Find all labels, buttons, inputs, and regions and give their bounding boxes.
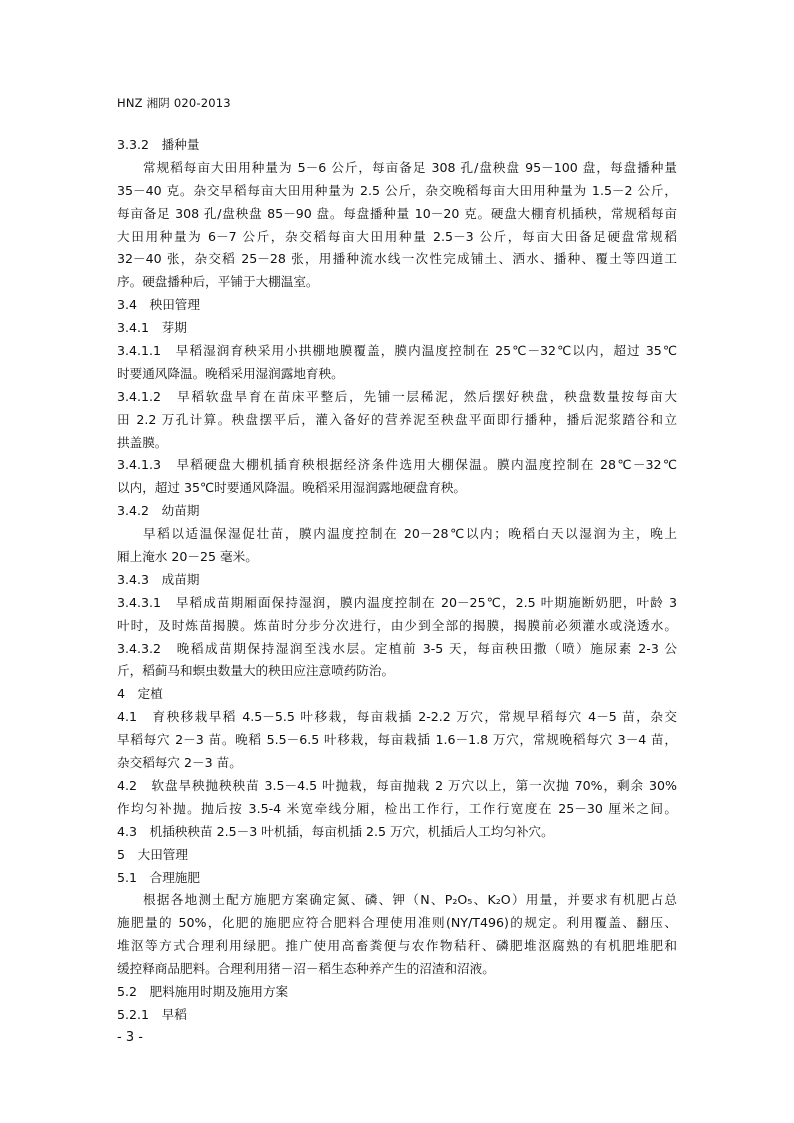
text-line: 叶时，及时炼苗揭膜。炼苗时分步分次进行，由少到全部的揭膜，揭膜前必须灌水或浇透水。 [117,617,677,633]
document-body [117,134,677,1027]
text-line: 3.4.1.2 早稻软盘旱育在苗床平整后，先铺一层稀泥，然后摆好秧盘，秧盘数量按每亩大 [117,388,677,404]
text-line: 以内，超过 35℃时要通风降温。晚稻采用湿润露地硬盘育秧。 [117,480,467,496]
text-line: 施肥量的 50%，化肥的施肥应符合肥料合理使用准则(NY/T496)的规定。利用覆盖、翻压、 [117,915,677,931]
text-line: 4.2 软盘旱秧抛秧秧苗 3.5－4.5 叶抛栽，每亩抛栽 2 万穴以上，第一次抛 70%，剩余 30% [117,777,677,793]
text-line: 斤，稻蓟马和螟虫数量大的秧田应注意喷药防治。 [117,663,395,679]
text-line: 厢上淹水 20－25 毫米。 [117,549,258,565]
text-line: 早稻每穴 2－3 苗。晚稻 5.5－6.5 叶移栽，每亩栽插 1.6－1.8 万穴，常规晚稻每穴 3－4 苗， [117,732,677,748]
text-line: 3.4.1.1 早稻湿润育秧采用小拱棚地膜覆盖，膜内温度控制在 25℃－32℃以内，超过 35℃ [117,343,677,359]
text-line: 4.1 育秧移栽早稻 4.5－5.5 叶移栽，每亩栽插 2-2.2 万穴，常规早稻每穴 4－5 苗，杂交 [117,709,677,725]
text-line: 3.3.2 播种量 [117,137,200,152]
text-line: 5.1 合理施肥 [117,869,200,885]
text-line: 3.4.1 芽期 [117,320,187,336]
text-line: 4 定植 [117,686,163,702]
text-line: 根据各地测土配方施肥方案确定氮、磷、钾（N、P₂O₅、K₂O）用量，并要求有机肥占总 [143,892,677,908]
document-code-header: HNZ 湘阴 020-2013 [117,96,231,110]
text-line: 5.2 肥料施用时期及施用方案 [117,983,289,999]
text-line: 5 大田管理 [117,846,188,862]
text-line: 大田用种量为 6－7 公斤，杂交稻每亩大田用种量 2.5－3 公斤，每亩大田备足硬盘常规稻 [117,228,677,244]
text-line: 常规稻每亩大田用种量为 5－6 公斤，每亩备足 308 孔/盘秧盘 95－100 盘，每盘播种量 [143,159,677,175]
text-line: 3.4.2 幼苗期 [117,503,200,519]
text-line: 32－40 张，杂交稻 25－28 张，用播种流水线一次性完成铺土、洒水、播种、覆土等四道工 [117,251,677,267]
page-number: - 3 - [117,1030,143,1045]
text-line: 杂交稻每穴 2－3 苗。 [117,755,242,771]
text-line: 早稻以适温保湿促壮苗，膜内温度控制在 20－28℃以内；晚稻白天以湿润为主，晚上 [143,526,677,542]
text-line: 5.2.1 早稻 [117,1006,187,1022]
text-line: 3.4.3.1 早稻成苗期厢面保持湿润，膜内温度控制在 20－25℃，2.5 叶期施断奶肥，叶龄 3 [117,594,677,610]
text-line: 4.3 机插秧秧苗 2.5－3 叶机插，每亩机插 2.5 万穴，机插后人工均匀补穴。 [117,823,554,839]
text-line: 3.4.3 成苗期 [117,571,200,587]
text-line: 作均匀补抛。抛后按 3.5-4 米宽牵线分厢，检出工作行，工作行宽度在 25－30 厘米之间。 [117,800,677,816]
text-line: 拱盖膜。 [117,434,168,450]
text-line: 3.4.1.3 早稻硬盘大棚机插育秧根据经济条件选用大棚保温。膜内温度控制在 28℃－32℃ [117,457,677,473]
text-line: 3.4 秧田管理 [117,297,200,313]
text-line: 缓控释商品肥料。合理利用猪－沼－稻生态种养产生的沼渣和沼液。 [117,961,495,977]
text-line: 序。硬盘播种后，平铺于大棚温室。 [117,274,319,290]
text-line: 田 2.2 万孔计算。秧盘摆平后，灌入备好的营养泥至秧盘平面即行播种，播后泥浆踏谷和立 [117,411,677,427]
text-line: 每亩备足 308 孔/盘秧盘 85－90 盘。每盘播种量 10－20 克。硬盘大棚育机插秧，常规稻每亩 [117,205,677,221]
text-line: 堆沤等方式合理利用绿肥。推广使用高畜粪便与农作物秸秆、磷肥堆沤腐熟的有机肥堆肥和 [117,938,677,954]
text-line: 3.4.3.2 晚稻成苗期保持湿润至浅水层。定植前 3-5 天，每亩秧田撒（喷）施尿素 2-3 公 [117,640,677,656]
text-line: 时要通风降温。晚稻采用湿润露地育秧。 [117,365,344,381]
text-line: 35－40 克。杂交早稻每亩大田用种量为 2.5 公斤，杂交晚稻每亩大田用种量为 1.5－2 公斤， [117,182,677,198]
